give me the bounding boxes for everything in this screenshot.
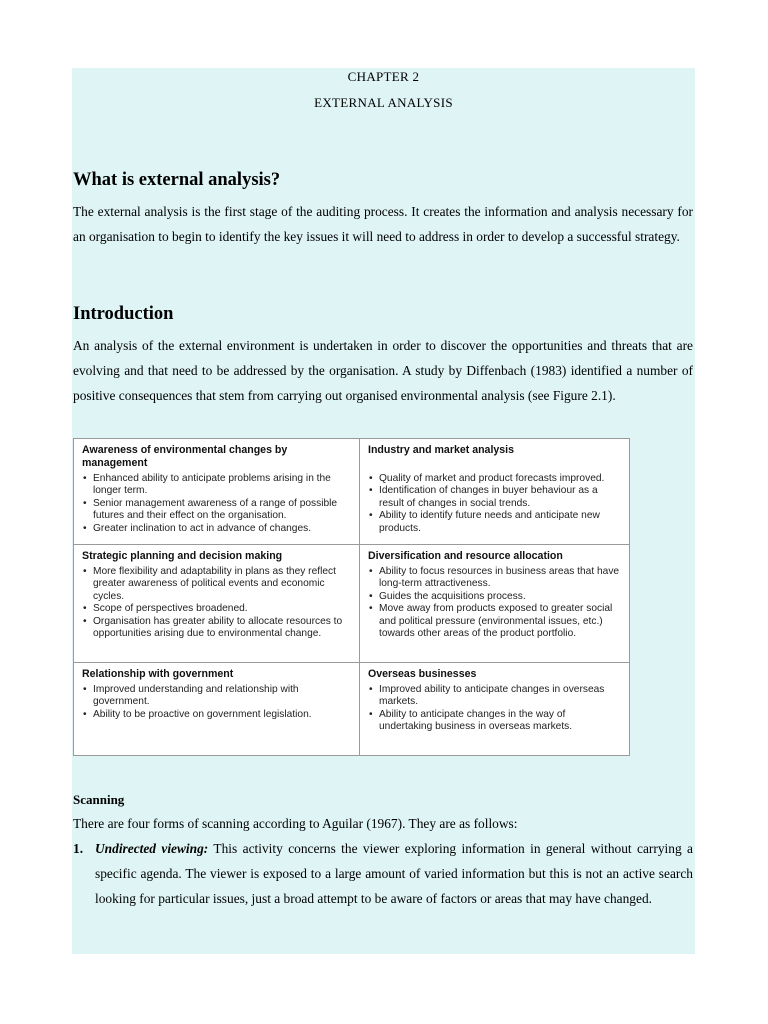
section-text-scanning: There are four forms of scanning according to Aguilar (1967). They are as follows: [73,816,518,831]
figure-bullet: • Ability to anticipate changes in the way of undertaking business in overseas markets. [368,709,621,734]
figure-bullet: • Enhanced ability to anticipate problems arising in the longer term. [82,473,351,498]
section-text-introduction: An analysis of the external environment is undertaken in order to discover the opportunities and threats that are evolving and that need to be addressed by the organisation. A study by Diffenbach (1983) identified a number of positive consequences that stem from carrying out organised environmental analysis (see Figure 2.1). [73,338,693,403]
figure-cell-title: Diversification and resource allocation [368,550,563,562]
figure-cell-title: Industry and market analysis [368,444,515,456]
figure-bullet: • Ability to focus resources in business areas that have long-term attractiveness. [368,566,621,591]
figure-bullet: • Identification of changes in buyer behaviour as a result of changes in social trends. [368,485,621,510]
section-heading-scanning: Scanning [73,792,125,807]
figure-cell-list [368,684,621,734]
section-heading-what: What is external analysis? [73,170,281,190]
figure-bullet: • Ability to identify future needs and anticipate new products. [368,510,621,535]
figure-cell-list [368,566,621,640]
chapter-title: EXTERNAL ANALYSIS [314,95,453,110]
figure-cell [359,439,629,545]
chapter-number: CHAPTER 2 [347,69,420,84]
figure-bullet: • Senior management awareness of a range of possible futures and their effect on the organisation. [82,498,351,523]
figure-2-1-table [73,438,630,756]
figure-cell-list [82,473,351,535]
list-item-body [95,836,693,911]
figure-cell-list [82,684,351,721]
figure-cell-list [368,473,621,535]
figure-cell-title: Relationship with government [82,668,234,680]
figure-bullet: • Ability to be proactive on government legislation. [82,709,351,721]
figure-cell-title: Strategic planning and decision making [82,550,283,562]
figure-bullet: • Move away from products exposed to greater social and political pressure (environmental issues, etc.) towards other areas of the product portfolio. [368,603,621,640]
figure-bullet: • Scope of perspectives broadened. [82,603,351,615]
figure-bullet: • Organisation has greater ability to allocate resources to opportunities arising due to environmental change. [82,616,351,641]
section-heading-introduction: Introduction [73,304,174,324]
figure-bullet: • Improved ability to anticipate changes in overseas markets. [368,684,621,709]
figure-bullet: • Guides the acquisitions process. [368,591,621,603]
figure-bullet: • More flexibility and adaptability in plans as they reflect greater awareness of political events and economic cycles. [82,566,351,603]
figure-cell-title: Awareness of environmental changes by management [82,444,288,469]
list-item-term: Undirected viewing: [95,841,209,856]
scanning-list [73,836,693,911]
list-item [73,836,693,911]
figure-cell [74,663,359,755]
section-text-what: The external analysis is the first stage of the auditing process. It creates the information and analysis necessary for an organisation to begin to identify the key issues it will need to address in order to develop a successful strategy. [73,204,693,244]
figure-bullet: • Quality of market and product forecasts improved. [368,473,621,485]
figure-cell [359,545,629,663]
figure-cell-list [82,566,351,640]
figure-cell [359,663,629,755]
figure-bullet: • Improved understanding and relationship with government. [82,684,351,709]
figure-cell-title: Overseas businesses [368,668,477,680]
figure-cell [74,545,359,663]
list-item-number: 1. [73,841,84,856]
list-item-text: This activity concerns the viewer exploring information in general without carrying a specific agenda. The viewer is exposed to a large amount of varied information but this is not an active search looking for particular issues, just a broad attempt to be aware of factors or areas that may have changed. [95,841,694,906]
figure-cell [74,439,359,545]
chapter-panel [72,68,695,954]
figure-bullet: • Greater inclination to act in advance of changes. [82,523,351,535]
